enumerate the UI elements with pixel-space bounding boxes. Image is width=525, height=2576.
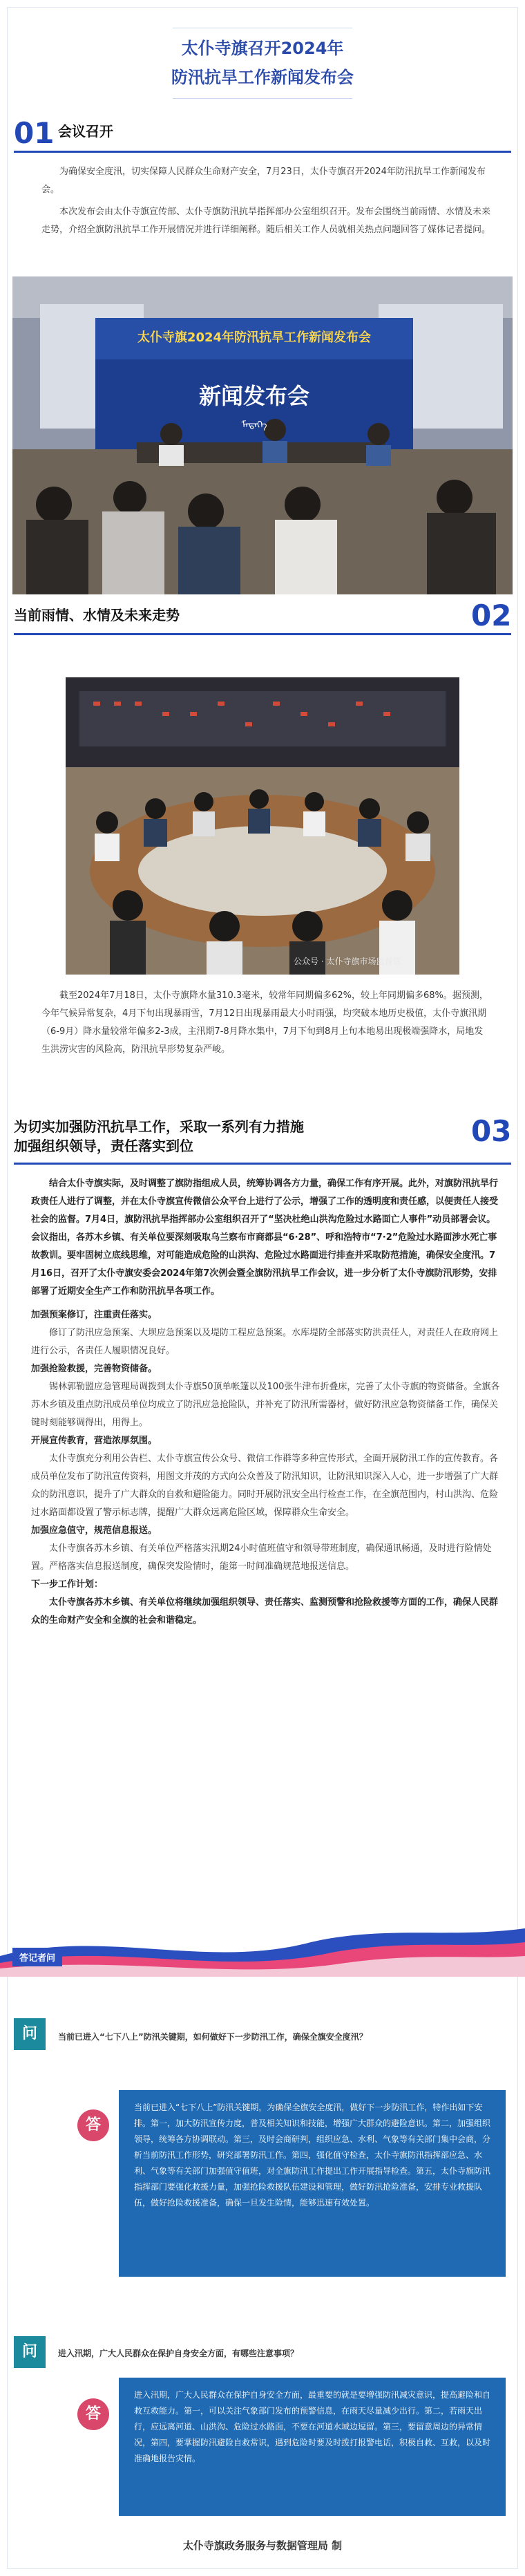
section1-paragraph-2: 本次发布会由太仆寺旗宣传部、太仆寺旗防汛抗旱指挥部办公室组织召开。发布会围绕当前雨情、水情及未来走势，介绍全旗防汛抗旱工作开展情况并进行详细阐释。随后相关工作人员就相关热点问题回答了媒体记者提问。 <box>41 207 491 235</box>
text-next-steps: 太仆寺旗各苏木乡镇、有关单位将继续加强组织领导、责任落实、监测预警和抢险救援等方面的工作，确保人民群众的生命财产安全和全旗的社会和谐稳定。 <box>31 1597 499 1626</box>
photo-mongol-text: ᠮᠡᠳᠡᠭᠡ <box>241 420 267 431</box>
subhead-rescue: 加强抢险救援，完善物资储备。 <box>31 1364 158 1374</box>
qa-ribbon-label: 答记者问 <box>12 1948 62 1966</box>
answer-box-1 <box>119 2090 506 2277</box>
answer-badge-1: 答 <box>77 2109 109 2141</box>
section3-rule <box>14 1163 511 1165</box>
subhead-plan-revision: 加强预案修订，注重责任落实。 <box>31 1310 158 1320</box>
section3-intro: 结合太仆寺旗实际，及时调整了旗防指组成人员，统筹协调各方力量，确保工作有序开展。此外，对旗防汛抗旱行政责任人进行了调整，并在太仆寺旗宣传微信公众平台上进行了公示，增强了工作的透明度和责任感，以便责任人接受社会的监督。7月4日，旗防汛抗旱指挥部办公室组织召开了“坚决杜绝山洪沟危险过水路面亡人事件”动员部署会议。会议指出，各苏木乡镇、有关单位要深刻吸取乌兰察布市商都县“6·28”、呼和浩特市“7·2”危险过水路面涉水死亡事故教训。要牢固树立底线思维，对可能造成危险的山洪沟、危险过水路面进行排查并采取防范措施，确保安全度汛。7月16日，召开了太仆寺旗安委会2024年第7次例会暨全旗防汛抗旱工作会议，进一步分析了太仆寺旗防汛形势，安排部署了近期安全生产工作和防汛抗旱各项工作。 <box>31 1178 499 1297</box>
answer-box-2 <box>119 2378 506 2516</box>
section2-rule <box>14 633 511 635</box>
meeting-room-illustration <box>66 677 459 975</box>
section1-title: 会议召开 <box>58 123 113 140</box>
section3-title-line2: 加强组织领导，责任落实到位 <box>14 1138 193 1154</box>
section2-number: 02 <box>471 599 512 632</box>
section1-paragraph-1: 为确保安全度汛，切实保障人民群众生命财产安全，7月23日，太仆寺旗召开2024年防汛抗旱工作新闻发布会。 <box>41 167 486 195</box>
photo-center-text: 新闻发布会 <box>198 383 309 409</box>
photo-watermark: 公众号 · 太仆寺旗市场监督管 <box>294 957 401 966</box>
question-badge-1: 问 <box>14 2018 46 2050</box>
footer-credit: 太仆寺旗政务服务与数据管理局 制 <box>182 2539 343 2552</box>
answer-2: 进入汛期，广大人民群众在保护自身安全方面，最重要的就是要增强防汛减灾意识，提高避险和自救互救能力。第一，可以关注气象部门发布的预警信息，在雨天尽量减少出行。第二，若雨天出行，应远离河道、山洪沟、危险过水路面，不要在河道水域边逗留。第三，要留意周边的异常情况，第四，要掌握防汛避险自救常识，遇到危险时要及时拨打报警电话，积极自救、互救，以及时准确地报告灾情。 <box>134 2390 491 2463</box>
header-title-line1: 太仆寺旗召开2024年 <box>181 39 344 58</box>
subhead-publicity: 开展宣传教育，营造浓厚氛围。 <box>31 1436 158 1446</box>
subhead-next-steps: 下一步工作计划： <box>31 1579 104 1590</box>
answer-badge-2: 答 <box>77 2398 109 2430</box>
photo-banner-text: 太仆寺旗2024年防汛抗旱工作新闻发布会 <box>137 330 372 345</box>
question-1: 当前已进入“七下八上”防汛关键期，如何做好下一步防汛工作，确保全旗安全度汛？ <box>58 2032 368 2042</box>
press-conference-photo <box>12 276 513 594</box>
section3-body <box>31 1175 501 1630</box>
section3-number: 03 <box>471 1114 512 1148</box>
answer-1: 当前已进入“七下八上”防汛关键期，为确保全旗安全度汛，做好下一步防汛工作，特作出如下安排。第一，加大防汛宣传力度，普及相关知识和技能，增强广大群众的避险意识。第二，加强组织领导，统筹各方协调联动。第三，及时会商研判，组织应急、水利、气象等有关部门集中会商，分析当前防汛工作形势，研究部署防汛工作。第四，强化值守检查，太仆寺旗防汛指挥部应急、水利、气象等有关部门加强值守值班，对全旗防汛工作提出工作开展指导检查。第五，太仆寺旗防汛指挥部门要强化救援力量，加强抢险救援队伍建设和管理，做好防汛抢险准备，安排专业救援队伍，做好抢险救援准备，确保一旦发生险情，能够迅速有效处置。 <box>134 2103 491 2208</box>
qa-ribbon <box>0 1915 525 1977</box>
question-2: 进入汛期，广大人民群众在保护自身安全方面，有哪些注意事项？ <box>58 2349 299 2358</box>
qa-ribbon-waves <box>0 1915 525 1977</box>
text-rescue: 锡林郭勒盟应急管理局调拨到太仆寺旗50顶单帐篷以及100张牛津布折叠床，完善了太仆寺旗的物资储备。全旗各苏木乡镇及重点防汛成员单位均成立了防汛应急抢险队，并补充了防汛所需器材，做好防汛应急物资储备工作，确保关键时刻能够调得出，用得上。 <box>31 1382 500 1428</box>
header-title-line2: 防汛抗旱工作新闻发布会 <box>171 68 354 87</box>
meeting-room-photo <box>66 677 459 975</box>
press-conference-illustration <box>12 276 513 594</box>
header-bottom-rule <box>173 98 352 99</box>
section3-title-line1: 为切实加强防汛抗旱工作，采取一系列有力措施 <box>14 1118 304 1135</box>
section1-rule <box>14 151 511 153</box>
question-badge-2: 问 <box>14 2336 46 2368</box>
section2-title: 当前雨情、水情及未来走势 <box>14 607 180 623</box>
text-duty: 太仆寺旗各苏木乡镇、有关单位严格落实汛期24小时值班值守和领导带班制度，确保通讯畅通，及时进行险情处置。严格落实信息报送制度，确保突发险情时，能第一时间准确规范地报送信息。 <box>31 1543 492 1572</box>
text-publicity: 太仆寺旗充分利用公告栏、太仆寺旗宣传公众号、微信工作群等多种宣传形式，全面开展防汛工作的宣传教育。各成员单位发布了防汛宣传资料，用图文并茂的方式向公众普及了防汛知识，让防汛知识深入人心，进一步增强了广大群众的防汛意识，提升了广大群众的自救和避险能力。同时开展防汛安全出行检查工作，在全旗范围内，村山洪沟、危险过水路面都设置了警示标志牌，提醒广大群众远离危险区域，保障群众生命安全。 <box>31 1454 499 1518</box>
text-plan-revision: 修订了防汛应急预案、大坝应急预案以及堤防工程应急预案。水库堤防全部落实防洪责任人，对责任人在政府网上进行公示，各责任人履职情况良好。 <box>31 1328 499 1356</box>
section2-paragraph-1: 截至2024年7月18日，太仆寺旗降水量310.3毫米，较常年同期偏多62%，较上年同期偏多68%。据预测，今年气候异常复杂，4月下旬出现暴雨雪，7月12日出现暴雨最大小时雨强，均突破本地历史极值，太仆寺旗汛期（6-9月）降水量较常年偏多2-3成，主汛期7-8月降水集中，7月下旬到8月上旬本地易出现极端强降水，局地发生洪涝灾害的风险高，防汛抗旱形势复杂严峻。 <box>41 990 488 1055</box>
section1-number: 01 <box>14 116 55 150</box>
subhead-duty: 加强应急值守，规范信息报送。 <box>31 1525 158 1536</box>
